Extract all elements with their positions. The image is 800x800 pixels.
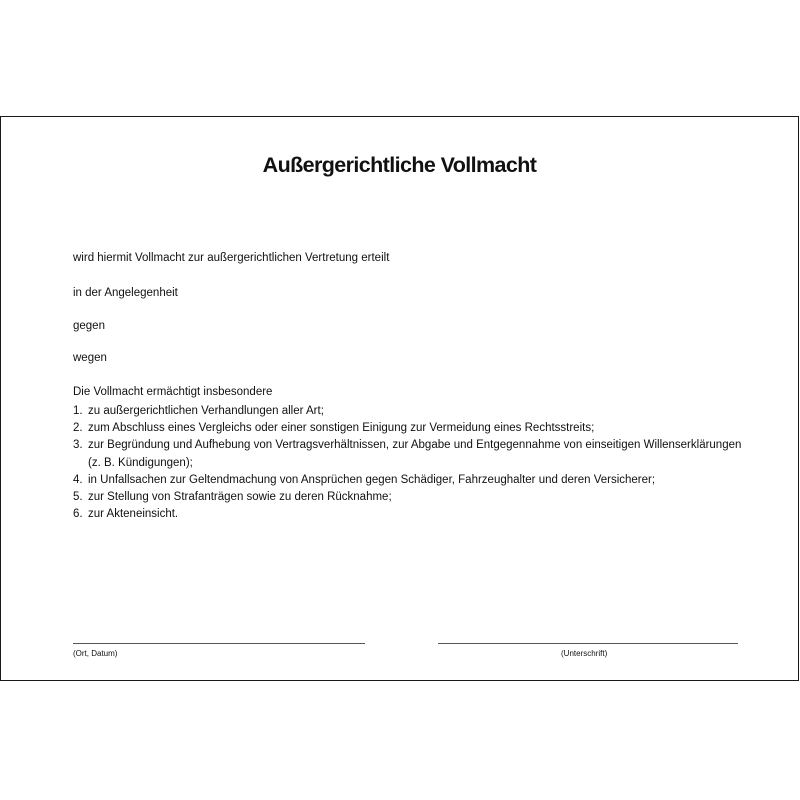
against-label: gegen [73, 320, 105, 332]
list-item-number: 2. [73, 422, 83, 435]
document-title: Außergerichtliche Vollmacht [262, 153, 537, 177]
list-item-text: zu außergerichtlichen Verhandlungen aller Art; [88, 405, 324, 417]
powers-list [73, 403, 753, 523]
signature-caption: (Unterschrift) [561, 649, 608, 658]
list-item-text: zur Stellung von Strafanträgen sowie zu deren Rücknahme; [88, 491, 392, 504]
list-item-number: 3. [73, 439, 83, 452]
place-date-caption: (Ort, Datum) [73, 649, 118, 658]
list-item [73, 420, 753, 437]
powers-heading: Die Vollmacht ermächtigt insbesondere [73, 386, 273, 398]
list-item-number: 1. [73, 405, 83, 417]
place-date-line[interactable] [73, 643, 365, 644]
list-item [73, 472, 753, 489]
list-item [73, 403, 753, 420]
power-of-attorney-form [0, 116, 799, 681]
intro-text: wird hiermit Vollmacht zur außergerichtlichen Vertretung erteilt [73, 252, 390, 264]
list-item-number: 5. [73, 491, 83, 504]
list-item [73, 489, 753, 506]
list-item-text: in Unfallsachen zur Geltendmachung von Ansprüchen gegen Schädiger, Fahrzeughalter und deren Versicherer; [88, 473, 656, 486]
list-item-text: zum Abschluss eines Vergleichs oder einer sonstigen Einigung zur Vermeidung eines Rechtsstreits; [88, 422, 595, 435]
list-item-number: 4. [73, 473, 83, 486]
list-item-text: zur Akteneinsicht. [88, 508, 179, 521]
list-item-number: 6. [73, 508, 83, 521]
matter-label: in der Angelegenheit [73, 287, 178, 299]
list-item [73, 506, 753, 523]
list-item-text: zur Begründung und Aufhebung von Vertragsverhältnissen, zur Abgabe und Entgegennahme von einseitigen Willenserklärungen (z. B. Kündigungen); [88, 439, 742, 469]
reason-label: wegen [73, 352, 107, 364]
signature-line[interactable] [438, 643, 738, 644]
list-item [73, 437, 753, 471]
